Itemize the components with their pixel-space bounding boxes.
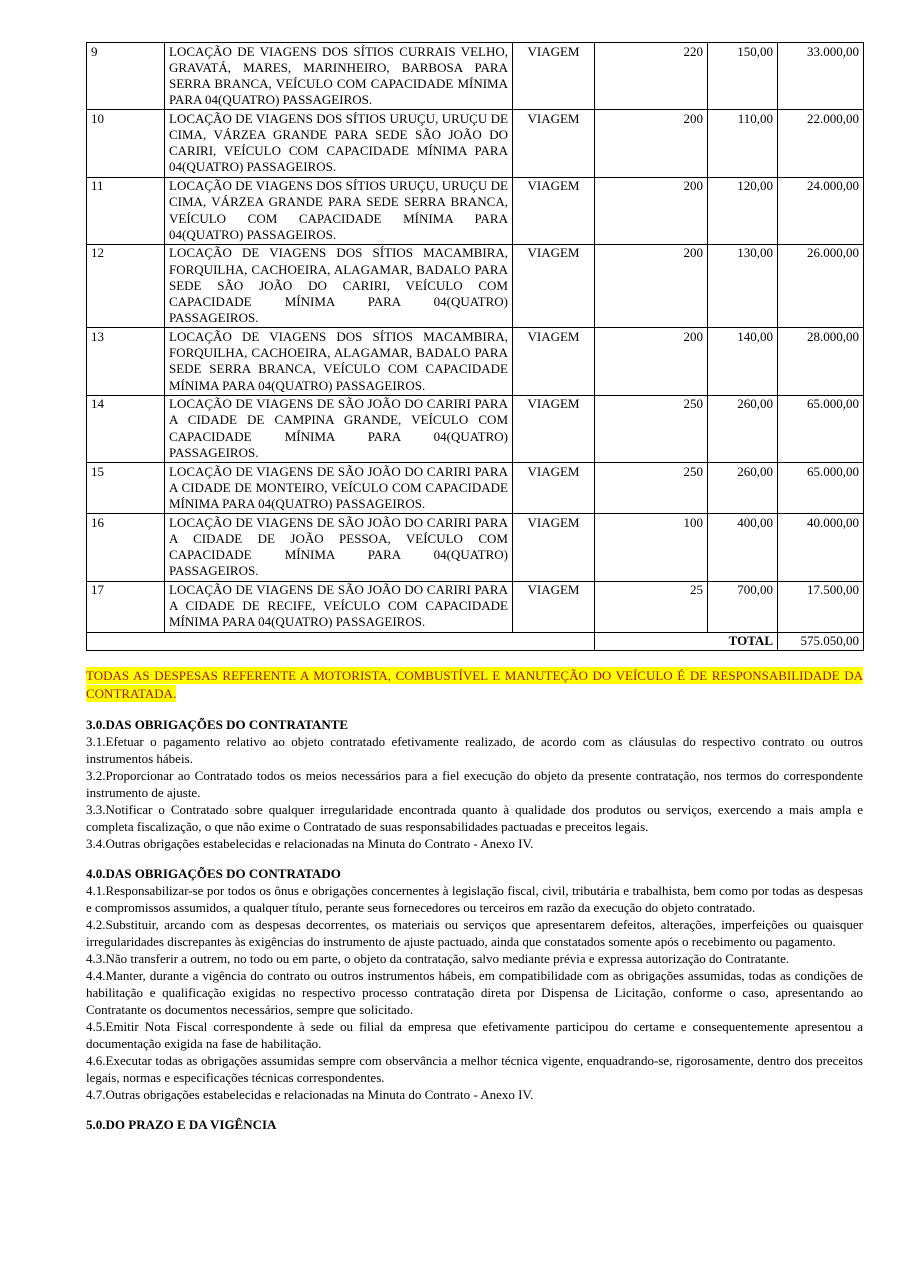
item-quantity: 200 [595,328,708,395]
item-unit: VIAGEM [513,110,595,177]
clause-4-5: 4.5.Emitir Nota Fiscal correspondente à sede ou filial da empresa que efetivamente participou do certame e consequentemente apresentou a documentação exigida na fase de habilitação. [86,1019,863,1052]
item-quantity: 250 [595,395,708,462]
item-unit: VIAGEM [513,177,595,244]
item-number: 14 [87,395,165,462]
table-row [87,244,864,328]
item-total: 65.000,00 [778,463,864,514]
item-unit-price: 400,00 [708,514,778,581]
section-obligations-contratado [86,865,863,1103]
table-row [87,328,864,395]
item-quantity: 220 [595,43,708,110]
item-description: LOCAÇÃO DE VIAGENS DE SÃO JOÃO DO CARIRI PARA A CIDADE DE JOÃO PESSOA, VEÍCULO COM CAPACIDADE MÍNIMA PARA 04(QUATRO) PASSAGEIROS. [165,514,513,581]
section-heading: 3.0.DAS OBRIGAÇÕES DO CONTRATANTE [86,717,349,733]
item-unit-price: 260,00 [708,463,778,514]
page-content [86,42,863,1133]
table-row [87,43,864,110]
total-row-spacer [87,632,595,651]
clause-4-4: 4.4.Manter, durante a vigência do contrato ou outros instrumentos hábeis, em compatibilidade com as obrigações assumidas, todas as condições de habilitação e qualificação exigidas no respectivo processo contratação direta por Dispensa de Licitação, conforme o caso, apresentando ao Contratante os documentos necessários, sempre que solicitado. [86,968,863,1018]
item-description: LOCAÇÃO DE VIAGENS DE SÃO JOÃO DO CARIRI PARA A CIDADE DE RECIFE, VEÍCULO COM CAPACIDADE MÍNIMA PARA 04(QUATRO) PASSAGEIROS. [165,581,513,632]
item-description: LOCAÇÃO DE VIAGENS DOS SÍTIOS MACAMBIRA, FORQUILHA, CACHOEIRA, ALAGAMAR, BADALO PARA SEDE SÃO JOÃO DO CARIRI, VEÍCULO COM CAPACIDADE MÍNIMA PARA 04(QUATRO) PASSAGEIROS. [165,244,513,328]
item-unit-price: 110,00 [708,110,778,177]
item-total: 40.000,00 [778,514,864,581]
item-number: 9 [87,43,165,110]
item-unit: VIAGEM [513,395,595,462]
clause-4-1: 4.1.Responsabilizar-se por todos os ônus e obrigações concernentes à legislação fiscal, civil, tributária e trabalhista, bem como por todas as despesas e compromissos assumidos, a qualquer título, perante seus fornecedores ou terceiros em razão da execução do objeto contratado. [86,883,863,916]
item-total: 24.000,00 [778,177,864,244]
item-unit-price: 260,00 [708,395,778,462]
item-unit-price: 150,00 [708,43,778,110]
table-row [87,581,864,632]
item-quantity: 100 [595,514,708,581]
item-number: 12 [87,244,165,328]
total-label: TOTAL [595,632,778,651]
item-description: LOCAÇÃO DE VIAGENS DOS SÍTIOS URUÇU, URUÇU DE CIMA, VÁRZEA GRANDE PARA SEDE SERRA BRANCA, VEÍCULO COM CAPACIDADE MÍNIMA PARA 04(QUATRO) PASSAGEIROS. [165,177,513,244]
clause-3-4: 3.4.Outras obrigações estabelecidas e relacionadas na Minuta do Contrato - Anexo IV. [86,836,534,852]
item-number: 15 [87,463,165,514]
item-unit: VIAGEM [513,463,595,514]
table-row [87,463,864,514]
item-description: LOCAÇÃO DE VIAGENS DOS SÍTIOS MACAMBIRA, FORQUILHA, CACHOEIRA, ALAGAMAR, BADALO PARA SEDE SERRA BRANCA, VEÍCULO COM CAPACIDADE MÍNIMA PARA 04(QUATRO) PASSAGEIROS. [165,328,513,395]
clause-3-2: 3.2.Proporcionar ao Contratado todos os meios necessários para a fiel execução do objeto da presente contratação, nos termos do correspondente instrumento de ajuste. [86,768,863,801]
item-unit: VIAGEM [513,43,595,110]
item-description: LOCAÇÃO DE VIAGENS DE SÃO JOÃO DO CARIRI PARA A CIDADE DE CAMPINA GRANDE, VEÍCULO COM CAPACIDADE MÍNIMA PARA 04(QUATRO) PASSAGEIROS. [165,395,513,462]
table-row [87,177,864,244]
table-row [87,514,864,581]
item-total: 17.500,00 [778,581,864,632]
total-value: 575.050,00 [778,632,864,651]
section-heading: 5.0.DO PRAZO E DA VIGÊNCIA [86,1117,277,1133]
table-row [87,395,864,462]
item-quantity: 200 [595,244,708,328]
item-unit: VIAGEM [513,514,595,581]
clause-3-1: 3.1.Efetuar o pagamento relativo ao objeto contratado efetivamente realizado, de acordo com as cláusulas do respectivo contrato ou outros instrumentos hábeis. [86,734,863,767]
item-number: 11 [87,177,165,244]
section-obligations-contratante [86,716,863,852]
item-number: 16 [87,514,165,581]
item-number: 17 [87,581,165,632]
item-quantity: 200 [595,177,708,244]
item-total: 22.000,00 [778,110,864,177]
item-description: LOCAÇÃO DE VIAGENS DE SÃO JOÃO DO CARIRI PARA A CIDADE DE MONTEIRO, VEÍCULO COM CAPACIDADE MÍNIMA PARA 04(QUATRO) PASSAGEIROS. [165,463,513,514]
highlighted-note-text: TODAS AS DESPESAS REFERENTE A MOTORISTA, COMBUSTÍVEL E MANUTEÇÃO DO VEÍCULO É DE RESPONSABILIDADE DA CONTRATADA. [86,668,863,702]
item-unit: VIAGEM [513,244,595,328]
item-quantity: 25 [595,581,708,632]
item-total: 65.000,00 [778,395,864,462]
clause-4-6: 4.6.Executar todas as obrigações assumidas sempre com observância a melhor técnica vigente, enquadrando-se, rigorosamente, dentro dos preceitos legais, normas e especificações técnicas correspondentes. [86,1053,863,1086]
clause-4-3: 4.3.Não transferir a outrem, no todo ou em parte, o objeto da contratação, salvo mediante prévia e expressa autorização do Contratante. [86,951,790,967]
section-prazo-vigencia [86,1116,863,1133]
item-total: 26.000,00 [778,244,864,328]
item-description: LOCAÇÃO DE VIAGENS DOS SÍTIOS URUÇU, URUÇU DE CIMA, VÁRZEA GRANDE PARA SEDE SÃO JOÃO DO CARIRI, VEÍCULO COM CAPACIDADE MÍNIMA PARA 04(QUATRO) PASSAGEIROS. [165,110,513,177]
items-table [86,42,864,651]
item-quantity: 250 [595,463,708,514]
table-row [87,110,864,177]
item-total: 28.000,00 [778,328,864,395]
item-unit-price: 140,00 [708,328,778,395]
item-unit-price: 130,00 [708,244,778,328]
table-total-row [87,632,864,651]
item-quantity: 200 [595,110,708,177]
item-description: LOCAÇÃO DE VIAGENS DOS SÍTIOS CURRAIS VELHO, GRAVATÁ, MARES, MARINHEIRO, BARBOSA PARA SERRA BRANCA, VEÍCULO COM CAPACIDADE MÍNIMA PARA 04(QUATRO) PASSAGEIROS. [165,43,513,110]
item-unit-price: 120,00 [708,177,778,244]
highlighted-note [86,667,863,703]
item-unit: VIAGEM [513,328,595,395]
clause-3-3: 3.3.Notificar o Contratado sobre qualquer irregularidade encontrada quanto à qualidade dos produtos ou serviços, exercendo a mais ampla e completa fiscalização, o que não exime o Contratado de suas responsabilidades pactuadas e preceitos legais. [86,802,863,835]
section-heading: 4.0.DAS OBRIGAÇÕES DO CONTRATADO [86,866,341,882]
clause-4-2: 4.2.Substituir, arcando com as despesas decorrentes, os materiais ou serviços que apresentarem defeitos, alterações, imperfeições ou quaisquer irregularidades discrepantes às exigências do instrumento de ajuste pactuado, ainda que constatados somente após o recebimento ou pagamento. [86,917,863,950]
item-total: 33.000,00 [778,43,864,110]
item-unit-price: 700,00 [708,581,778,632]
item-unit: VIAGEM [513,581,595,632]
item-number: 10 [87,110,165,177]
item-number: 13 [87,328,165,395]
clause-4-7: 4.7.Outras obrigações estabelecidas e relacionadas na Minuta do Contrato - Anexo IV. [86,1087,534,1103]
